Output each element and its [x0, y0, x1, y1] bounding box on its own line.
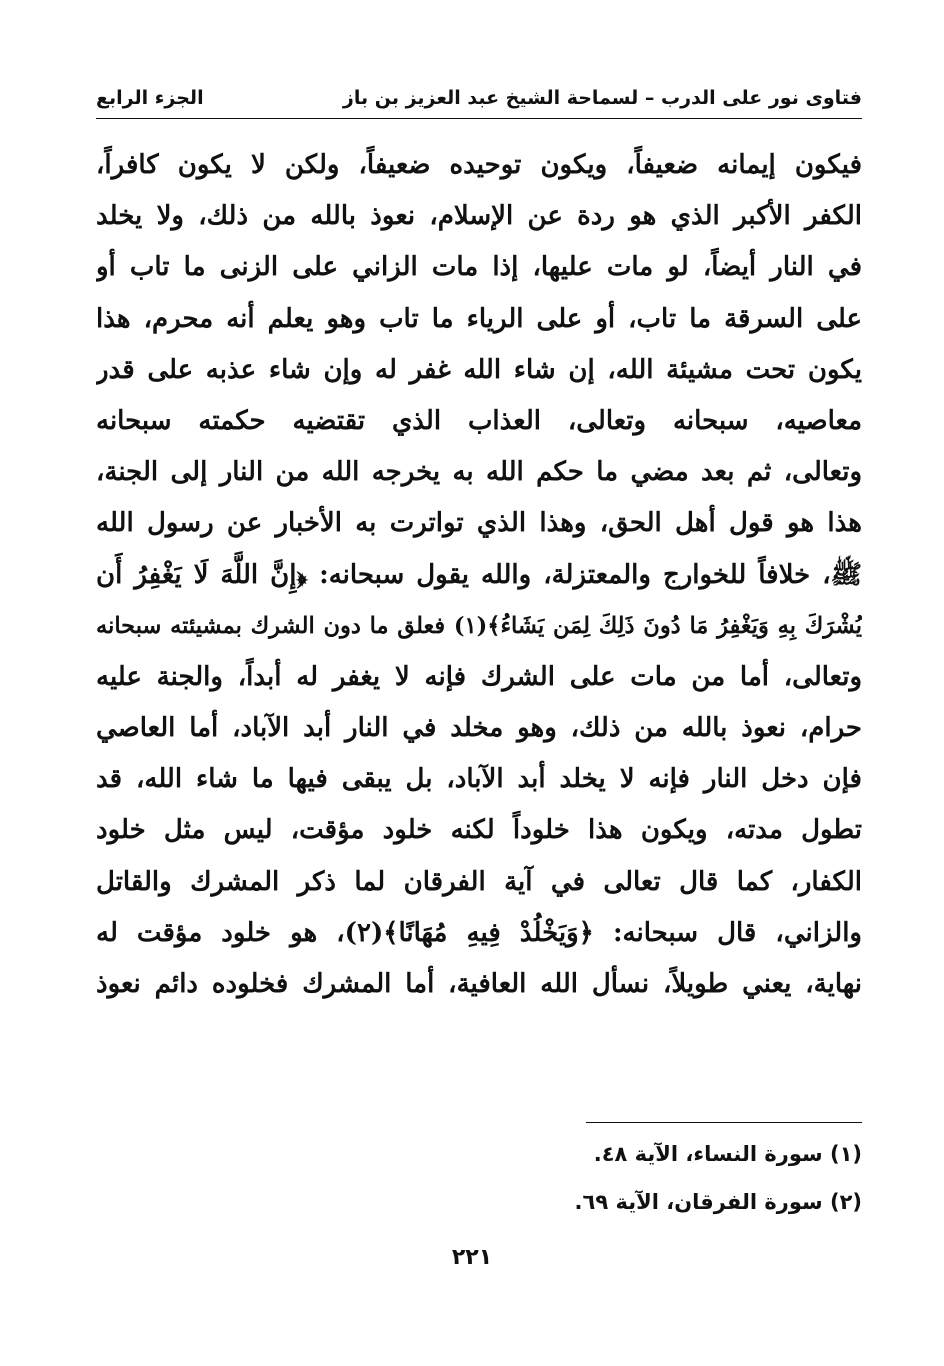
text-line: في النار أيضاً، لو مات عليها، إذا مات الزاني على الزنى ما تاب أو: [96, 252, 862, 283]
text-line: نهاية، يعني طويلاً، نسأل الله العافية، أما المشرك فخلوده دائم نعوذ: [96, 969, 862, 999]
running-header: [96, 78, 862, 119]
text-line: تطول مدته، ويكون هذا خلوداً لكنه خلود مؤقت، ليس مثل خلود: [96, 815, 862, 846]
text-line: فإن دخل النار فإنه لا يخلد أبد الآباد، بل يبقى فيها ما شاء الله، قد: [96, 764, 862, 795]
footnote: (٢) سورة الفرقان، الآية ٦٩.: [574, 1190, 862, 1214]
text-line: فيكون إيمانه ضعيفاً، ويكون توحيده ضعيفاً، ولكن لا يكون كافراً،: [96, 150, 862, 180]
footnotes: [96, 1130, 862, 1226]
text-line: الكفر الأكبر الذي هو ردة عن الإسلام، نعوذ بالله من ذلك، ولا يخلد: [96, 201, 862, 232]
series-title: فتاوى نور على الدرب – لسماحة الشيخ عبد العزيز بن باز: [342, 87, 862, 109]
text-line: وتعالى، ثم بعد مضي ما حكم الله به يخرجه الله من النار إلى الجنة،: [96, 457, 862, 488]
text-line: حرام، نعوذ بالله من ذلك، وهو مخلد في النار أبد الآباد، أما العاصي: [96, 713, 862, 744]
footnote-separator: [586, 1122, 862, 1123]
text-line: يكون تحت مشيئة الله، إن شاء الله غفر له وإن شاء عذبه على قدر: [96, 354, 862, 385]
text-line: هذا هو قول أهل الحق، وهذا الذي تواترت به الأخبار عن رسول الله: [96, 508, 862, 539]
text-line: يُشْرَكَ بِهِ وَيَغْفِرُ مَا دُونَ ذَلِكَ لِمَن يَشَاءُ﴾(١) فعلق ما دون الشرك بمشيئته سبحانه: [96, 612, 862, 639]
footnote: (١) سورة النساء، الآية ٤٨.: [593, 1142, 862, 1166]
text-line: والزاني، قال سبحانه: ﴿وَيَخْلُدْ فِيهِ مُهَانًا﴾(٢)، هو خلود مؤقت له: [96, 917, 862, 948]
body-text: [96, 140, 862, 1010]
page-number: ٢٢١: [451, 1245, 493, 1270]
text-line: الكفار، كما قال تعالى في آية الفرقان لما ذكر المشرك والقاتل: [96, 866, 862, 897]
text-line: معاصيه، سبحانه وتعالى، العذاب الذي تقتضيه حكمته سبحانه: [96, 405, 862, 436]
text-line: وتعالى، أما من مات على الشرك فإنه لا يغفر له أبداً، والجنة عليه: [96, 661, 862, 692]
text-line: على السرقة ما تاب، أو على الرياء ما تاب وهو يعلم أنه محرم، هذا: [96, 303, 862, 334]
text-line: ﷺ، خلافاً للخوارج والمعتزلة، والله يقول سبحانه: ﴿إِنَّ اللَّهَ لَا يَغْفِرُ أَن: [96, 559, 862, 590]
volume-label: الجزء الرابع: [96, 87, 204, 109]
